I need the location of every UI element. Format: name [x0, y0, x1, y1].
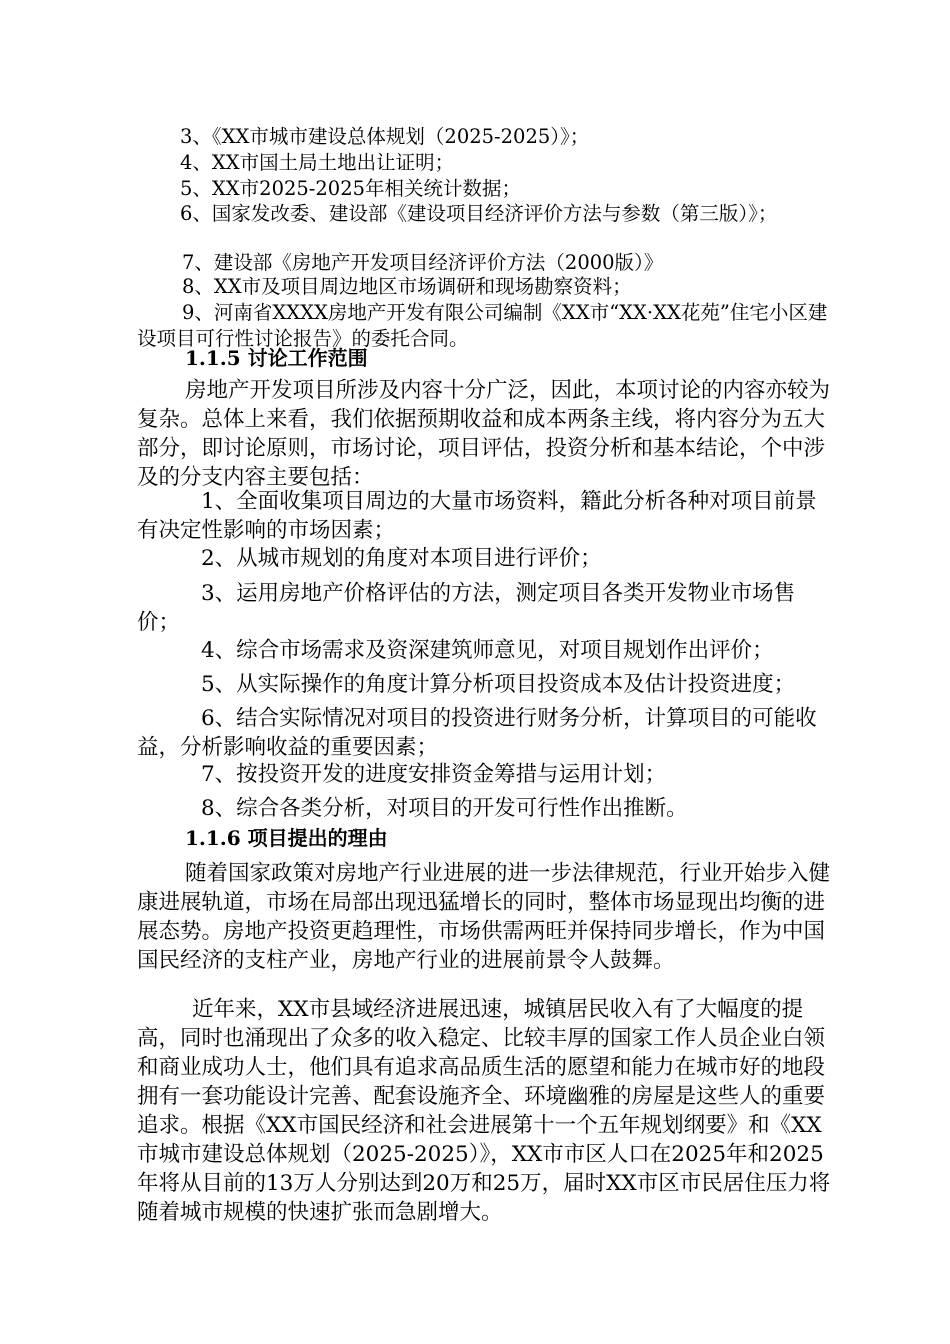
reference-item: 6、国家发改委、建设部《建设项目经济评价方法与参数（第三版）》； [180, 202, 778, 225]
reference-item: 3、《XX市城市建设总体规划（2025-2025）》； [180, 125, 590, 148]
reference-item: 4、XX市国土局土地出让证明； [180, 151, 455, 174]
reference-item: 5、XX市2025-2025年相关统计数据； [180, 177, 522, 200]
body-paragraph: 随着国家政策对房地产行业进展的进一步法律规范，行业开始步入健康进展轨道，市场在局部出现迅猛增长的同时，整体市场显现出均衡的进展态势。房地产投资更趋理性，市场供需两旺并保持同步增长，作为中国国民经济的支柱产业，房地产行业的进展前景令人鼓舞。 [137, 861, 831, 973]
body-paragraph: 近年来，XX市县域经济进展迅速，城镇居民收入有了大幅度的提高，同时也涌现出了众多的收入稳定、比较丰厚的国家工作人员企业白领和商业成功人士，他们具有追求高品质生活的愿望和能力在城市好的地段拥有一套功能设计完善、配套设施齐全、环境幽雅的房屋是这些人的重要追求。根据《XX市国民经济和社会进展第十一个五年规划纲要》和《XX市城市建设总体规划（2025-2025）》，XX市市区人口在2025年和2025年将从目前的13万人分别达到20万和25万，届时XX市区市民居住压力将随着城市规模的快速扩张而急剧增大。 [137, 997, 831, 1225]
reference-item: 9、河南省XXXX房地产开发有限公司编制《XX市“XX·XX花苑”住宅小区建设项目可行性讨论报告》的委托合同。 [137, 301, 828, 350]
scope-list-item: 1、全面收集项目周边的大量市场资料，籍此分析各种对项目前景有决定性影响的市场因素； [137, 489, 817, 543]
scope-list-item: 5、从实际操作的角度计算分析项目投资成本及估计投资进度； [201, 672, 796, 697]
section-intro: 房地产开发项目所涉及内容十分广泛，因此，本项讨论的内容亦较为复杂。总体上来看，我们依据预期收益和成本两条主线，将内容分为五大部分，即讨论原则，市场讨论，项目评估，投资分析和基本结论，个中涉及的分支内容主要包括： [137, 378, 831, 490]
section-heading-1-1-5: 1.1.5 讨论工作范围 [185, 346, 368, 370]
reference-item: 8、XX市及项目周边地区市场调研和现场勘察资料； [182, 275, 632, 298]
scope-list-item: 2、从城市规划的角度对本项目进行评价； [201, 546, 602, 571]
reference-item: 7、建设部《房地产开发项目经济评价方法（2000版）》 [182, 251, 664, 274]
scope-list-item: 7、按投资开发的进度安排资金筹措与运用计划； [201, 762, 667, 787]
scope-list-item: 8、综合各类分析，对项目的开发可行性作出推断。 [201, 796, 688, 821]
scope-list-item: 4、综合市场需求及资深建筑师意见，对项目规划作出评价； [201, 638, 774, 663]
scope-list-item: 6、结合实际情况对项目的投资进行财务分析，计算项目的可能收益，分析影响收益的重要因素； [137, 706, 817, 760]
section-heading-1-1-6: 1.1.6 项目提出的理由 [185, 826, 388, 850]
scope-list-item: 3、运用房地产价格评估的方法，测定项目各类开发物业市场售价； [137, 581, 796, 635]
